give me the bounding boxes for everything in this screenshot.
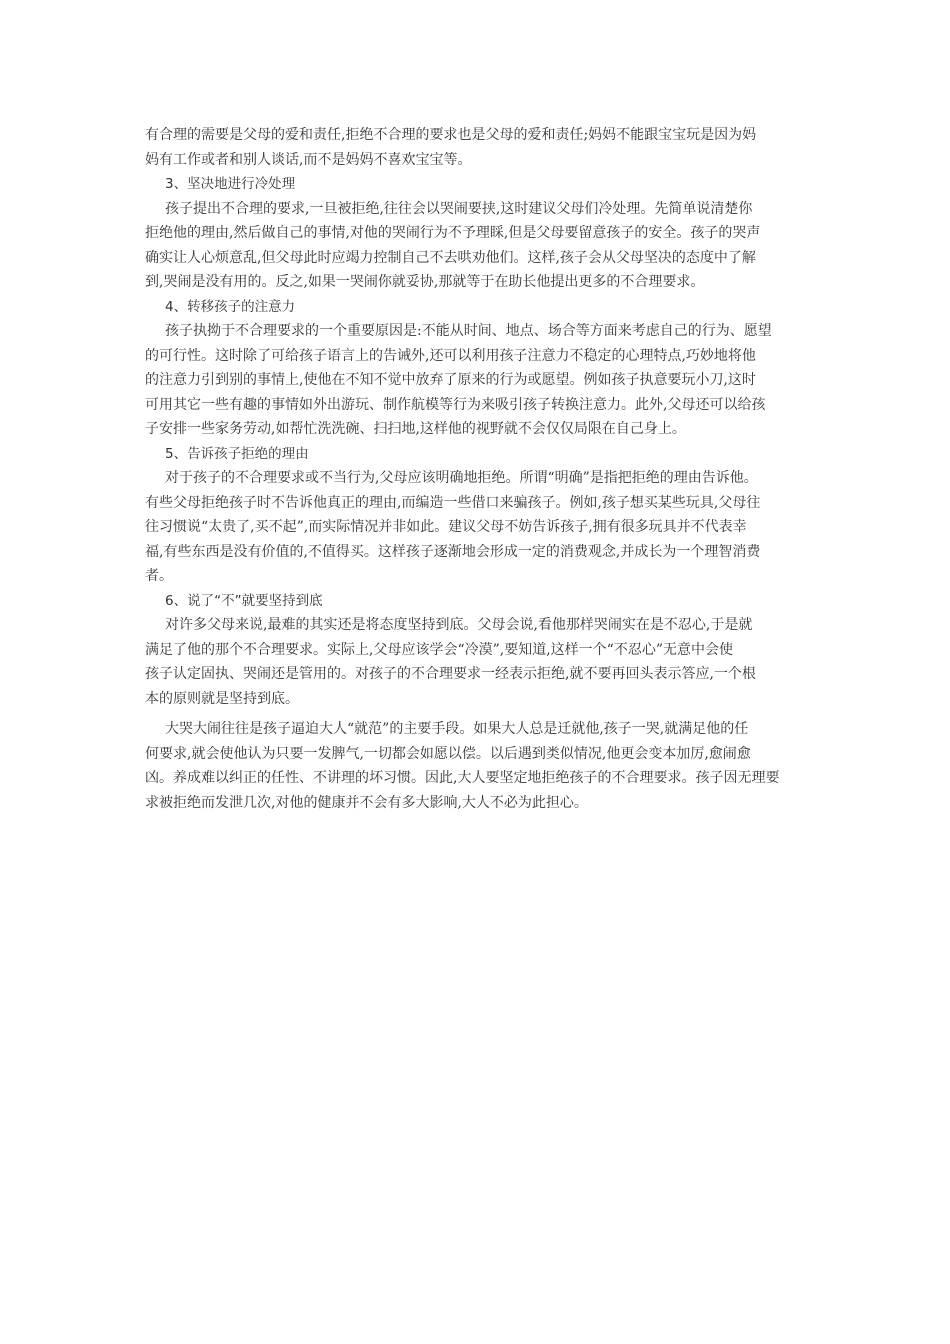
text-line: 到,哭闹是没有用的。反之,如果一哭闹你就妥协,那就等于在助长他提出更多的不合理要求。 [145,274,705,290]
text-line: 有些父母拒绝孩子时不告诉他真正的理由,而编造一些借口来骗孩子。例如,孩子想买某些玩具,父母往 [145,494,761,511]
paragraph-divert-attention [145,319,817,442]
section-heading-6: 6、说了“不”就要坚持到底 [165,592,323,609]
section-heading-3: 3、坚决地进行冷处理 [165,176,296,192]
text-line: 妈有工作或者和别人谈话,而不是妈妈不喜欢宝宝等。 [145,151,472,168]
text-line: 子安排一些家务劳动,如帮忙洗洗碗、扫扫地,这样他的视野就不会仅仅局限在自己身上。 [145,421,686,437]
text-line: 凶。养成难以纠正的任性、不讲理的坏习惯。因此,大人要坚定地拒绝孩子的不合理要求。孩子因无理要 [145,770,780,786]
paragraph-cold-handling [145,197,817,295]
text-line: 对许多父母来说,最难的其实还是将态度坚持到底。父母会说,看他那样哭闹实在是不忍心,于是就 [165,617,753,633]
text-line: 的可行性。这时除了可给孩子语言上的告诫外,还可以利用孩子注意力不稳定的心理特点,巧妙地将他 [145,347,756,364]
document-page [145,123,817,815]
text-line: 可用其它一些有趣的事情如外出游玩、制作航模等行为来吸引孩子转换注意力。此外,父母还可以给孩 [145,396,766,413]
text-line: 者。 [145,568,173,584]
text-line: 孩子认定固执、哭闹还是管用的。对孩子的不合理要求一经表示拒绝,就不要再回头表示答应,一个根 [145,666,756,682]
text-line: 福,有些东西是没有价值的,不值得买。这样孩子逐渐地会形成一定的消费观念,并成长为一个理智消费 [145,543,761,560]
text-line: 确实让人心烦意乱,但父母此时应竭力控制自己不去哄劝他们。这样,孩子会从父母坚决的态度中了解 [145,249,756,266]
text-line: 孩子执拗于不合理要求的一个重要原因是:不能从时间、地点、场合等方面来考虑自己的行为、愿望 [165,323,772,339]
paragraph-explain-reason [145,466,817,589]
text-line: 孩子提出不合理的要求,一旦被拒绝,往往会以哭闹要挟,这时建议父母们冷处理。先简单说清楚你 [165,200,753,217]
text-line: 对于孩子的不合理要求或不当行为,父母应该明确地拒绝。所谓“明确”是指把拒绝的理由告诉他。 [165,470,758,486]
text-line: 的注意力引到别的事情上,使他在不知不觉中放弃了原来的行为或愿望。例如孩子执意要玩小刀,这时 [145,372,756,388]
paragraph-persist [145,613,817,711]
text-line: 本的原则就是坚持到底。 [145,690,299,707]
text-line: 满足了他的那个不合理要求。实际上,父母应该学会“冷漠”,要知道,这样一个“不忍心”无意中会使 [145,641,733,658]
text-line: 何要求,就会使他认为只要一发脾气,一切都会如愿以偿。以后遇到类似情况,他更会变本加厉,愈闹愈 [145,745,751,762]
section-heading-5: 5、告诉孩子拒绝的理由 [165,445,309,462]
paragraph-closing [145,717,817,815]
text-line: 大哭大闹往往是孩子逼迫大人“就范”的主要手段。如果大人总是迁就他,孩子一哭,就满足他的任 [165,721,749,737]
text-line: 求被拒绝而发泄几次,对他的健康并不会有多大影响,大人不必为此担心。 [145,794,588,811]
text-line: 有合理的需要是父母的爱和责任,拒绝不合理的要求也是父母的爱和责任;妈妈不能跟宝宝玩是因为妈 [145,127,757,143]
paragraph-intro [145,123,817,172]
text-line: 拒绝他的理由,然后做自己的事情,对他的哭闹行为不予理睬,但是父母要留意孩子的安全。孩子的哭声 [145,225,761,241]
text-line: 往习惯说“太贵了,买不起”,而实际情况并非如此。建议父母不妨告诉孩子,拥有很多玩具并不代表幸 [145,519,747,535]
section-heading-4: 4、转移孩子的注意力 [165,298,296,315]
